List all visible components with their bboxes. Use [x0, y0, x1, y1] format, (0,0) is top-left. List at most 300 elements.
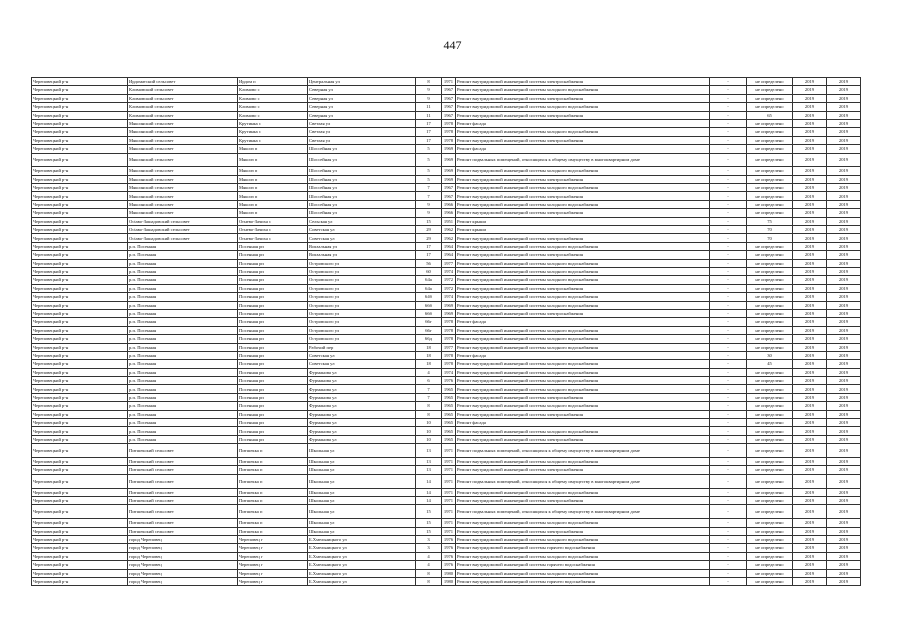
street-cell: Школьная ул — [308, 496, 416, 504]
year-end-cell: 2019 — [827, 209, 861, 217]
locality-cell: Мяксиэ п — [238, 184, 308, 192]
measure-cell: - — [710, 78, 747, 86]
street-cell: Островского ул — [308, 284, 416, 292]
house-cell: 18 — [416, 343, 442, 351]
street-cell: Фурманова ул — [308, 419, 416, 427]
settlement-cell: Питшекский сельсовет — [128, 496, 238, 504]
district-cell: Череповецкий р-н — [32, 94, 128, 102]
work-type-cell: Ремонт внутридомовой инженерной системы холодного водоснабжения — [456, 200, 710, 208]
settlement-cell: р.п. Посенная — [128, 309, 238, 317]
work-type-cell: Ремонт внутридомовой инженерной системы холодного водоснабжения — [456, 276, 710, 284]
year-end-cell: 2019 — [827, 488, 861, 496]
year-start-cell: 2019 — [793, 552, 827, 560]
year-end-cell: 2019 — [827, 377, 861, 385]
volume-cell: не определено — [747, 474, 793, 488]
year-end-cell: 2019 — [827, 444, 861, 458]
locality-cell: Мяксиэ п — [238, 153, 308, 167]
year-cell: 1978 — [442, 318, 456, 326]
street-cell: Северная ул — [308, 94, 416, 102]
settlement-cell: р.п. Посенная — [128, 368, 238, 376]
year-end-cell: 2019 — [827, 351, 861, 359]
locality-cell: Питшекка п — [238, 496, 308, 504]
measure-cell: - — [710, 276, 747, 284]
district-cell: Череповецкий р-н — [32, 410, 128, 418]
settlement-cell: р.п. Посенная — [128, 335, 238, 343]
table-row — [32, 226, 861, 234]
settlement-cell: р.п. Посенная — [128, 410, 238, 418]
year-cell: 1972 — [442, 276, 456, 284]
settlement-cell: Питшекский сельсовет — [128, 466, 238, 474]
table-row — [32, 111, 861, 119]
year-end-cell: 2019 — [827, 184, 861, 192]
locality-cell: Посенная рп — [238, 368, 308, 376]
house-cell: 17 — [416, 128, 442, 136]
volume-cell: не определено — [747, 167, 793, 175]
year-end-cell: 2019 — [827, 458, 861, 466]
settlement-cell: Octаво-Зашадовский сельсовет — [128, 217, 238, 225]
street-cell: Светлая ул — [308, 128, 416, 136]
house-cell: 29 — [416, 234, 442, 242]
work-type-cell: Ремонт крыши — [456, 226, 710, 234]
work-type-cell: Ремонт внутридомовой инженерной системы электроснабжения — [456, 410, 710, 418]
settlement-cell: Мяксинский сельсовет — [128, 192, 238, 200]
measure-cell: - — [710, 385, 747, 393]
volume-cell: не определено — [747, 393, 793, 401]
year-end-cell: 2019 — [827, 552, 861, 560]
year-cell: 1978 — [442, 119, 456, 127]
volume-cell: не определено — [747, 103, 793, 111]
settlement-cell: Климовский сельсовет — [128, 94, 238, 102]
table-row — [32, 86, 861, 94]
house-cell: 60 — [416, 268, 442, 276]
volume-cell: не определено — [747, 293, 793, 301]
year-start-cell: 2019 — [793, 360, 827, 368]
year-end-cell: 2019 — [827, 192, 861, 200]
volume-cell: не определено — [747, 496, 793, 504]
locality-cell: Питшекка п — [238, 519, 308, 527]
year-cell: 1967 — [442, 192, 456, 200]
street-cell: Советская ул — [308, 351, 416, 359]
house-cell: 11 — [416, 103, 442, 111]
year-start-cell: 2019 — [793, 474, 827, 488]
volume-cell: не определено — [747, 569, 793, 577]
locality-cell: Череповец г — [238, 535, 308, 543]
year-cell: 1965 — [442, 419, 456, 427]
table-row — [32, 301, 861, 309]
table-row — [32, 293, 861, 301]
measure-cell: - — [710, 561, 747, 569]
year-start-cell: 2019 — [793, 111, 827, 119]
settlement-cell: Мяксинский сельсовет — [128, 145, 238, 153]
year-end-cell: 2019 — [827, 103, 861, 111]
house-cell: 5 — [416, 145, 442, 153]
work-type-cell: Ремонт внутридомовой инженерной системы электроснабжения — [456, 435, 710, 443]
street-cell: Школьная ул — [308, 519, 416, 527]
year-start-cell: 2019 — [793, 385, 827, 393]
year-cell: 1977 — [442, 343, 456, 351]
locality-cell: Мяксиэ п — [238, 167, 308, 175]
settlement-cell: Мяксинский сельсовет — [128, 209, 238, 217]
street-cell: Б.Хмельницкого ул — [308, 544, 416, 552]
table-row — [32, 167, 861, 175]
table-row — [32, 335, 861, 343]
year-cell: 1976 — [442, 552, 456, 560]
street-cell: Шоссейная ул — [308, 145, 416, 153]
measure-cell: - — [710, 259, 747, 267]
volume-cell: не определено — [747, 410, 793, 418]
street-cell: Советская ул — [308, 234, 416, 242]
year-end-cell: 2019 — [827, 505, 861, 519]
table-row — [32, 402, 861, 410]
house-cell: 66б — [416, 309, 442, 317]
year-start-cell: 2019 — [793, 200, 827, 208]
street-cell: Шоссейная ул — [308, 167, 416, 175]
year-end-cell: 2019 — [827, 242, 861, 250]
year-end-cell: 2019 — [827, 569, 861, 577]
settlement-cell: Питшекский сельсовет — [128, 488, 238, 496]
measure-cell: - — [710, 184, 747, 192]
settlement-cell: город Череповец — [128, 544, 238, 552]
year-cell: 1969 — [442, 153, 456, 167]
measure-cell: - — [710, 309, 747, 317]
table-row — [32, 94, 861, 102]
locality-cell: Климово с — [238, 86, 308, 94]
district-cell: Череповецкий р-н — [32, 111, 128, 119]
district-cell: Череповецкий р-н — [32, 444, 128, 458]
year-end-cell: 2019 — [827, 519, 861, 527]
house-cell: 9 — [416, 209, 442, 217]
settlement-cell: р.п. Посенная — [128, 276, 238, 284]
measure-cell: - — [710, 444, 747, 458]
house-cell: 18 — [416, 360, 442, 368]
volume-cell: не определено — [747, 242, 793, 250]
street-cell: Школьная ул — [308, 458, 416, 466]
year-start-cell: 2019 — [793, 410, 827, 418]
year-end-cell: 2019 — [827, 419, 861, 427]
street-cell: Школьная ул — [308, 474, 416, 488]
locality-cell: Мяксиэ п — [238, 200, 308, 208]
volume-cell: не определено — [747, 200, 793, 208]
work-type-cell: Ремонт внутридомовой инженерной системы горячего водоснабжения — [456, 544, 710, 552]
work-type-cell: Ремонт внутридомовой инженерной системы холодного водоснабжения — [456, 385, 710, 393]
year-cell: 1965 — [442, 435, 456, 443]
house-cell: 17 — [416, 251, 442, 259]
year-cell: 1966 — [442, 200, 456, 208]
house-cell: 15 — [416, 505, 442, 519]
settlement-cell: р.п. Посенная — [128, 326, 238, 334]
work-type-cell: Ремонт внутридомовой инженерной системы холодного водоснабжения — [456, 184, 710, 192]
measure-cell: - — [710, 488, 747, 496]
house-cell: 4 — [416, 561, 442, 569]
volume-cell: не определено — [747, 209, 793, 217]
volume-cell: не определено — [747, 251, 793, 259]
street-cell: Центральная ул — [308, 78, 416, 86]
work-type-cell: Ремонт фасада — [456, 419, 710, 427]
house-cell: 66б — [416, 301, 442, 309]
settlement-cell: Климовский сельсовет — [128, 111, 238, 119]
measure-cell: - — [710, 505, 747, 519]
measure-cell: - — [710, 145, 747, 153]
street-cell: Островского ул — [308, 293, 416, 301]
year-start-cell: 2019 — [793, 78, 827, 86]
year-end-cell: 2019 — [827, 217, 861, 225]
work-type-cell: Ремонт внутридомовой инженерной системы электроснабжения — [456, 209, 710, 217]
street-cell: Островского ул — [308, 318, 416, 326]
year-end-cell: 2019 — [827, 474, 861, 488]
street-cell: Вокзальная ул — [308, 251, 416, 259]
year-start-cell: 2019 — [793, 86, 827, 94]
year-start-cell: 2019 — [793, 561, 827, 569]
locality-cell: Климово с — [238, 111, 308, 119]
house-cell: 4 — [416, 552, 442, 560]
locality-cell: Крутинка с — [238, 119, 308, 127]
work-type-cell: Ремонт подвальных помещений, относящихся к общему имуществу в многоквартирном доме — [456, 474, 710, 488]
street-cell: Советская ул — [308, 226, 416, 234]
volume-cell: не определено — [747, 458, 793, 466]
district-cell: Череповецкий р-н — [32, 393, 128, 401]
volume-cell: 65 — [747, 111, 793, 119]
volume-cell: не определено — [747, 402, 793, 410]
house-cell: 11 — [416, 111, 442, 119]
street-cell: Фурманова ул — [308, 385, 416, 393]
locality-cell: Посенная рп — [238, 385, 308, 393]
street-cell: Школьная ул — [308, 444, 416, 458]
measure-cell: - — [710, 458, 747, 466]
district-cell: Череповецкий р-н — [32, 360, 128, 368]
year-start-cell: 2019 — [793, 419, 827, 427]
locality-cell: Посенная рп — [238, 251, 308, 259]
volume-cell: не определено — [747, 175, 793, 183]
volume-cell: не определено — [747, 505, 793, 519]
year-end-cell: 2019 — [827, 301, 861, 309]
volume-cell: 75 — [747, 217, 793, 225]
street-cell: Шоссейная ул — [308, 200, 416, 208]
table-row — [32, 234, 861, 242]
work-type-cell: Ремонт фасада — [456, 119, 710, 127]
street-cell: Островского ул — [308, 326, 416, 334]
settlement-cell: р.п. Посенная — [128, 242, 238, 250]
volume-cell: не определено — [747, 343, 793, 351]
district-cell: Череповецкий р-н — [32, 192, 128, 200]
settlement-cell: Питшекский сельсовет — [128, 444, 238, 458]
year-end-cell: 2019 — [827, 343, 861, 351]
year-start-cell: 2019 — [793, 136, 827, 144]
district-cell: Череповецкий р-н — [32, 251, 128, 259]
work-type-cell: Ремонт подвальных помещений, относящихся к общему имуществу в многоквартирном доме — [456, 153, 710, 167]
street-cell: Фурманова ул — [308, 368, 416, 376]
district-cell: Череповецкий р-н — [32, 226, 128, 234]
year-cell: 1965 — [442, 402, 456, 410]
volume-cell: 70 — [747, 226, 793, 234]
district-cell: Череповецкий р-н — [32, 419, 128, 427]
district-cell: Череповецкий р-н — [32, 119, 128, 127]
year-start-cell: 2019 — [793, 496, 827, 504]
settlement-cell: Климовский сельсовет — [128, 86, 238, 94]
measure-cell: - — [710, 326, 747, 334]
measure-cell: - — [710, 86, 747, 94]
year-cell: 1967 — [442, 86, 456, 94]
district-cell: Череповецкий р-н — [32, 284, 128, 292]
year-cell: 1974 — [442, 293, 456, 301]
house-cell: 13 — [416, 444, 442, 458]
measure-cell: - — [710, 192, 747, 200]
district-cell: Череповецкий р-н — [32, 505, 128, 519]
year-end-cell: 2019 — [827, 86, 861, 94]
year-cell: 1976 — [442, 544, 456, 552]
year-start-cell: 2019 — [793, 326, 827, 334]
district-cell: Череповецкий р-н — [32, 78, 128, 86]
work-type-cell: Ремонт внутридомовой инженерной системы холодного водоснабжения — [456, 259, 710, 267]
locality-cell: Климово с — [238, 94, 308, 102]
district-cell: Череповецкий р-н — [32, 217, 128, 225]
street-cell: Б.Хмельницкого ул — [308, 561, 416, 569]
district-cell: Череповецкий р-н — [32, 535, 128, 543]
house-cell: 8 — [416, 577, 442, 585]
year-end-cell: 2019 — [827, 293, 861, 301]
year-end-cell: 2019 — [827, 136, 861, 144]
settlement-cell: Питшекский сельсовет — [128, 519, 238, 527]
work-type-cell: Ремонт внутридомовой инженерной системы холодного водоснабжения — [456, 343, 710, 351]
table-row — [32, 505, 861, 519]
district-cell: Череповецкий р-н — [32, 427, 128, 435]
settlement-cell: Мяксинский сельсовет — [128, 167, 238, 175]
street-cell: Б.Хмельницкого ул — [308, 569, 416, 577]
district-cell: Череповецкий р-н — [32, 301, 128, 309]
work-type-cell: Ремонт подвальных помещений, относящихся к общему имуществу в многоквартирном доме — [456, 505, 710, 519]
street-cell: Островского ул — [308, 259, 416, 267]
table-row — [32, 78, 861, 86]
district-cell: Череповецкий р-н — [32, 474, 128, 488]
street-cell: Островского ул — [308, 276, 416, 284]
year-start-cell: 2019 — [793, 535, 827, 543]
street-cell: Северная ул — [308, 86, 416, 94]
work-type-cell: Ремонт внутридомовой инженерной системы электроснабжения — [456, 175, 710, 183]
measure-cell: - — [710, 466, 747, 474]
house-cell: 10 — [416, 427, 442, 435]
table-row — [32, 259, 861, 267]
work-type-cell: Ремонт фасада — [456, 318, 710, 326]
year-start-cell: 2019 — [793, 368, 827, 376]
year-cell: 1969 — [442, 145, 456, 153]
year-cell: 1971 — [442, 505, 456, 519]
work-type-cell: Ремонт внутридомовой инженерной системы холодного водоснабжения — [456, 377, 710, 385]
measure-cell: - — [710, 119, 747, 127]
locality-cell: Посенная рп — [238, 284, 308, 292]
locality-cell: Мяксиэ п — [238, 145, 308, 153]
locality-cell: Посенная рп — [238, 410, 308, 418]
district-cell: Череповецкий р-н — [32, 103, 128, 111]
locality-cell: Череповец г — [238, 569, 308, 577]
measure-cell: - — [710, 293, 747, 301]
house-cell: 10 — [416, 419, 442, 427]
year-cell: 1971 — [442, 496, 456, 504]
table-row — [32, 343, 861, 351]
year-start-cell: 2019 — [793, 268, 827, 276]
street-cell: Фурманова ул — [308, 435, 416, 443]
year-end-cell: 2019 — [827, 309, 861, 317]
table-row — [32, 496, 861, 504]
district-cell: Череповецкий р-н — [32, 200, 128, 208]
street-cell: Б.Хмельницкого ул — [308, 577, 416, 585]
year-start-cell: 2019 — [793, 444, 827, 458]
year-end-cell: 2019 — [827, 276, 861, 284]
house-cell: 8 — [416, 402, 442, 410]
year-start-cell: 2019 — [793, 343, 827, 351]
table-row — [32, 192, 861, 200]
volume-cell: не определено — [747, 444, 793, 458]
locality-cell: Посенная рп — [238, 293, 308, 301]
table-row — [32, 444, 861, 458]
locality-cell: Посенная рп — [238, 276, 308, 284]
year-end-cell: 2019 — [827, 318, 861, 326]
settlement-cell: Климовский сельсовет — [128, 103, 238, 111]
measure-cell: - — [710, 552, 747, 560]
district-cell: Череповецкий р-н — [32, 577, 128, 585]
house-cell: 3 — [416, 544, 442, 552]
house-cell: 66г — [416, 326, 442, 334]
volume-cell: не определено — [747, 86, 793, 94]
settlement-cell: Питшекский сельсовет — [128, 505, 238, 519]
table-row — [32, 535, 861, 543]
volume-cell: 30 — [747, 351, 793, 359]
work-type-cell: Ремонт фасада — [456, 145, 710, 153]
year-start-cell: 2019 — [793, 377, 827, 385]
district-cell: Череповецкий р-н — [32, 377, 128, 385]
volume-cell: не определено — [747, 552, 793, 560]
table-row — [32, 427, 861, 435]
volume-cell: не определено — [747, 544, 793, 552]
year-start-cell: 2019 — [793, 301, 827, 309]
year-start-cell: 2019 — [793, 251, 827, 259]
work-type-cell: Ремонт внутридомовой инженерной системы холодного водоснабжения — [456, 402, 710, 410]
volume-cell: не определено — [747, 184, 793, 192]
measure-cell: - — [710, 200, 747, 208]
locality-cell: Череповец г — [238, 552, 308, 560]
street-cell: Советская ул — [308, 360, 416, 368]
settlement-cell: р.п. Посенная — [128, 393, 238, 401]
house-cell: 56 — [416, 259, 442, 267]
year-start-cell: 2019 — [793, 145, 827, 153]
table-row — [32, 393, 861, 401]
volume-cell: не определено — [747, 419, 793, 427]
year-start-cell: 2019 — [793, 519, 827, 527]
volume-cell: не определено — [747, 561, 793, 569]
district-cell: Череповецкий р-н — [32, 385, 128, 393]
table-row — [32, 200, 861, 208]
settlement-cell: р.п. Посенная — [128, 259, 238, 267]
year-start-cell: 2019 — [793, 184, 827, 192]
year-cell: 1965 — [442, 393, 456, 401]
year-cell: 1951 — [442, 217, 456, 225]
year-end-cell: 2019 — [827, 577, 861, 585]
year-cell: 1965 — [442, 385, 456, 393]
year-cell: 1971 — [442, 474, 456, 488]
year-start-cell: 2019 — [793, 335, 827, 343]
table-row — [32, 103, 861, 111]
measure-cell: - — [710, 103, 747, 111]
measure-cell: - — [710, 577, 747, 585]
house-cell: 5 — [416, 153, 442, 167]
table-row — [32, 209, 861, 217]
locality-cell: Питшекка п — [238, 474, 308, 488]
house-cell: 66д — [416, 335, 442, 343]
district-cell: Череповецкий р-н — [32, 153, 128, 167]
measure-cell: - — [710, 368, 747, 376]
street-cell: Шоссейная ул — [308, 153, 416, 167]
year-start-cell: 2019 — [793, 259, 827, 267]
street-cell: Шоссейная ул — [308, 184, 416, 192]
year-cell: 1971 — [442, 444, 456, 458]
